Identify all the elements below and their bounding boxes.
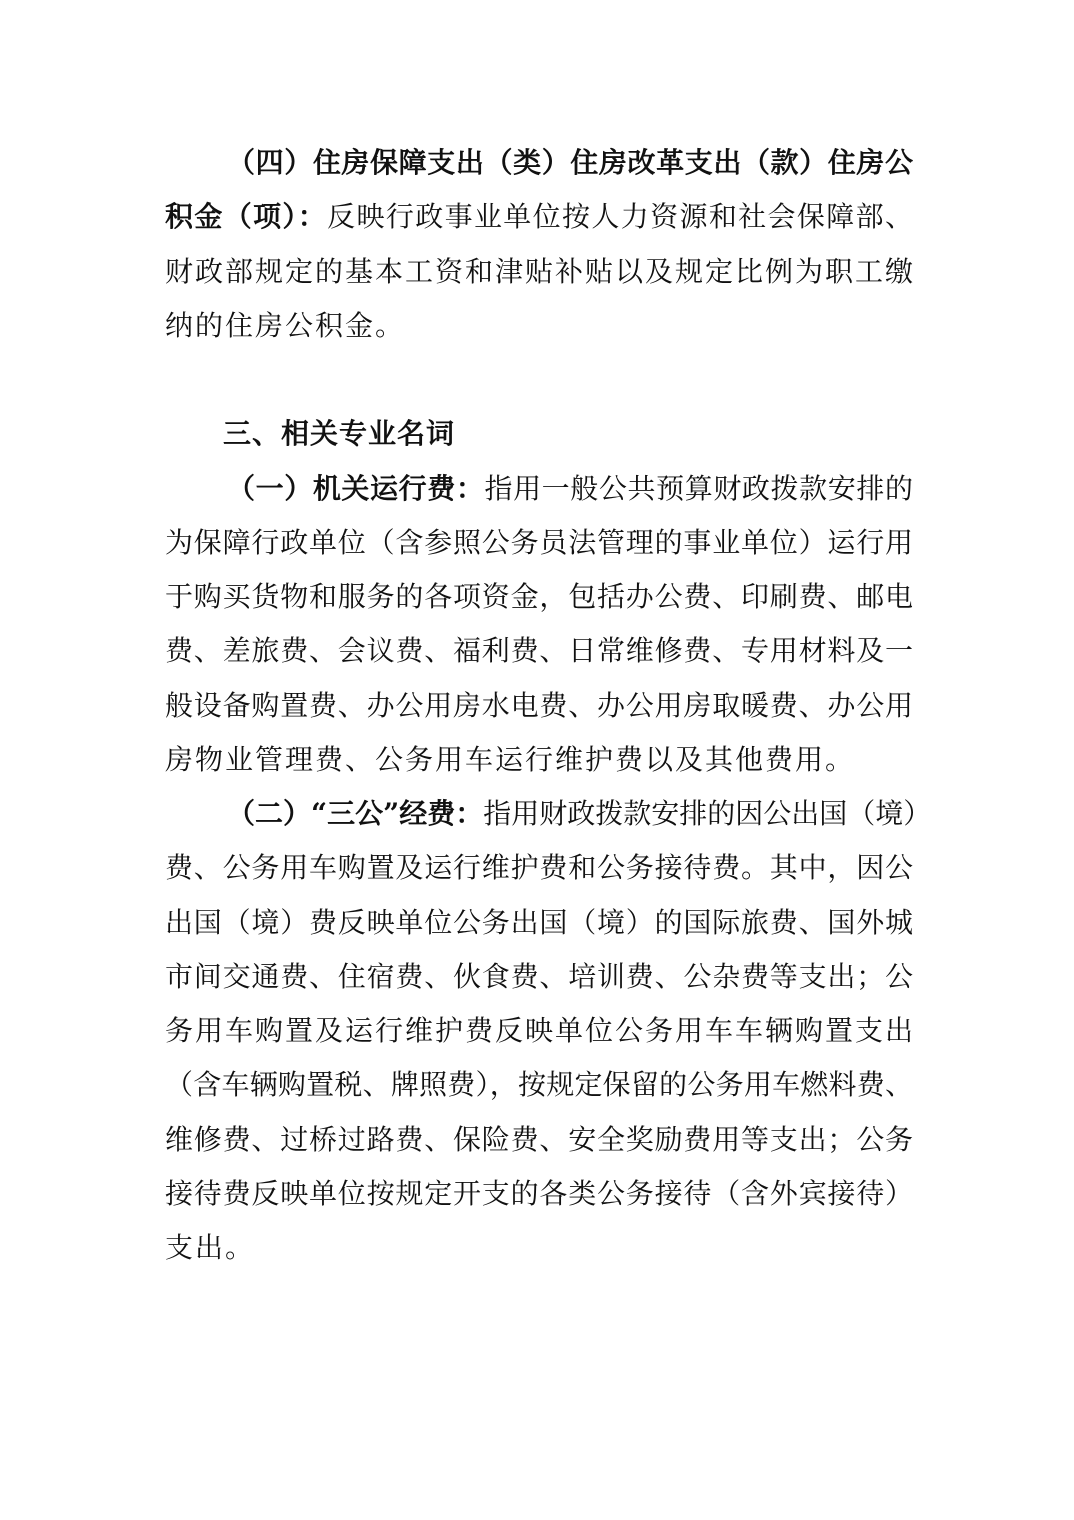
body-text: 务用车购置及运行维护费反映单位公务用车车辆购置支出	[165, 1014, 913, 1047]
text-line	[165, 787, 932, 841]
body-text: 出国（境）费反映单位公务出国（境）的国际旅费、国外城	[165, 905, 913, 939]
body-text: 费、公务用车购置及运行维护费和公务接待费。其中，因公	[165, 851, 913, 885]
text-line	[165, 896, 913, 950]
body-text: 反映行政事业单位按人力资源和社会保障部、	[327, 200, 913, 234]
body-text: 房物业管理费、公务用车运行维护费以及其他费用。	[165, 742, 856, 776]
body-text: 指用财政拨款安排的因公出国（境）	[483, 797, 932, 830]
text-line	[165, 1058, 913, 1112]
body-text: （含车辆购置税、牌照费），按规定保留的公务用车燃料费、	[165, 1068, 913, 1102]
text-line	[165, 407, 913, 461]
bold-term: 三、相关专业名词	[223, 417, 456, 451]
text-line	[165, 190, 913, 244]
bold-term: （四）住房保障支出（类）住房改革支出（款）住房公	[227, 146, 913, 179]
section-heading	[165, 407, 913, 461]
document-body	[165, 136, 932, 1275]
text-line	[165, 1221, 913, 1275]
body-text: 纳的住房公积金。	[165, 308, 406, 342]
text-line	[165, 462, 913, 516]
text-line	[165, 136, 913, 190]
body-text: 指用一般公共预算财政拨款安排的	[484, 471, 913, 505]
text-line	[165, 841, 913, 895]
body-text: 接待费反映单位按规定开支的各类公务接待（含外宾接待）	[165, 1176, 913, 1210]
text-line	[165, 299, 913, 353]
body-text: 费、差旅费、会议费、福利费、日常维修费、专用材料及一	[165, 634, 913, 668]
text-line	[165, 245, 913, 299]
text-line	[165, 570, 913, 624]
paragraph	[165, 136, 913, 353]
text-line	[165, 624, 913, 678]
bold-term: （一）机关运行费：	[227, 471, 485, 505]
body-text: 于购买货物和服务的各项资金，包括办公费、印刷费、邮电	[165, 580, 913, 613]
body-text: 维修费、过桥过路费、保险费、安全奖励费用等支出；公务	[165, 1122, 913, 1156]
bold-term: （二）“三公”经费：	[227, 797, 484, 830]
text-line	[165, 1004, 913, 1058]
text-line	[165, 733, 913, 787]
bold-term: 积金（项）：	[165, 200, 328, 234]
body-text: 财政部规定的基本工资和津贴补贴以及规定比例为职工缴	[165, 254, 913, 288]
body-text: 为保障行政单位（含参照公务员法管理的事业单位）运行用	[165, 525, 913, 559]
paragraph	[165, 787, 932, 1275]
text-line	[165, 1113, 913, 1167]
body-text: 般设备购置费、办公用房水电费、办公用房取暖费、办公用	[165, 688, 913, 722]
paragraph	[165, 462, 913, 788]
text-line	[165, 679, 913, 733]
text-line	[165, 516, 913, 570]
blank-line	[165, 353, 913, 407]
text-line	[165, 950, 913, 1004]
body-text: 支出。	[165, 1231, 256, 1264]
text-line	[165, 1167, 913, 1221]
body-text: 市间交通费、住宿费、伙食费、培训费、公杂费等支出；公	[165, 959, 913, 993]
